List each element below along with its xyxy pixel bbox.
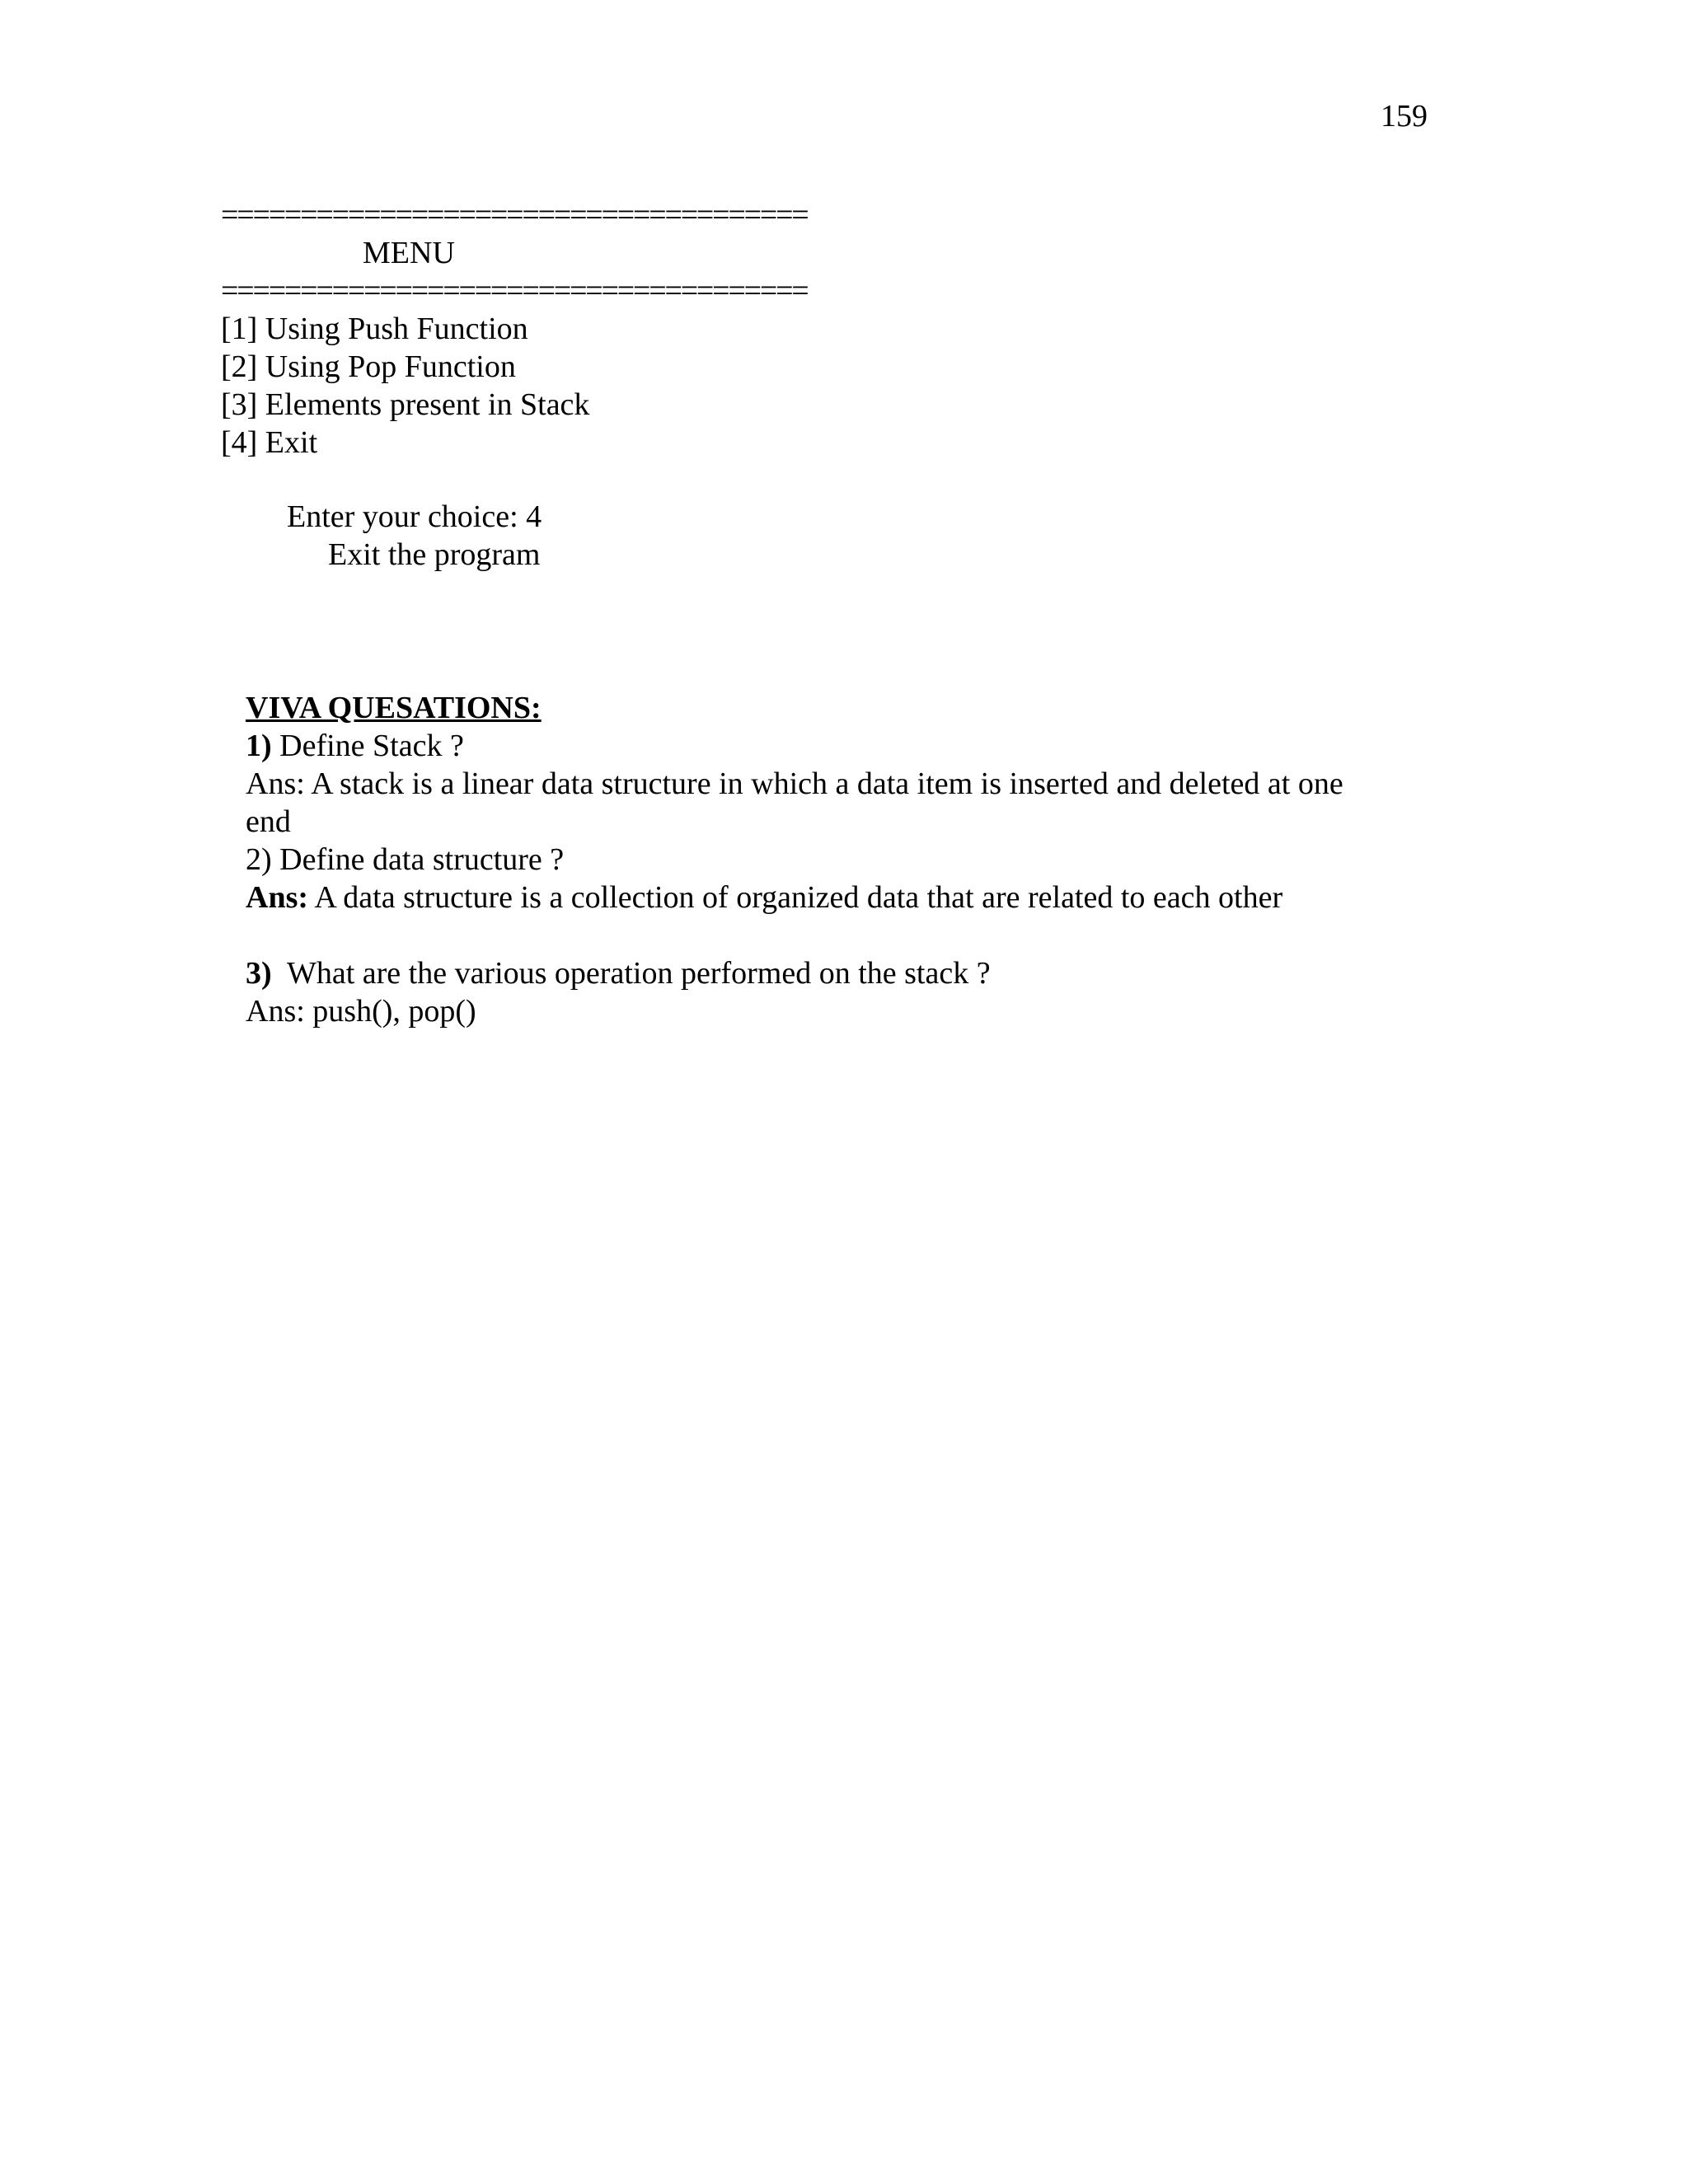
exit-message: Exit the program	[328, 537, 541, 572]
question-1	[246, 727, 1432, 765]
menu-item-push: [1] Using Push Function	[221, 312, 528, 346]
question-2: 2) Define data structure ?	[246, 842, 565, 877]
menu-rule-top: =====================================	[221, 198, 808, 232]
spacer	[246, 916, 1432, 954]
prompt-block	[287, 498, 542, 574]
question-3-text: What are the various operation performed on the stack ?	[271, 956, 991, 991]
answer-1-line-1: Ans: A stack is a linear data structure in which a data item is inserted and deleted at one	[246, 766, 1343, 801]
menu-block	[221, 196, 808, 462]
question-1-text: Define Stack ?	[271, 729, 464, 763]
page-number: 159	[1381, 99, 1428, 134]
answer-3: Ans: push(), pop()	[246, 994, 476, 1029]
choice-prompt: Enter your choice: 4	[287, 499, 542, 534]
viva-section	[246, 689, 1432, 1030]
question-3	[246, 954, 1432, 992]
answer-2-label: Ans:	[246, 880, 309, 915]
question-3-number: 3)	[246, 956, 272, 991]
answer-1-line-2: end	[246, 804, 291, 839]
menu-rule-bottom: =====================================	[221, 274, 808, 308]
answer-2	[246, 879, 1432, 916]
menu-item-pop: [2] Using Pop Function	[221, 349, 516, 384]
menu-items	[221, 310, 808, 462]
menu-item-elements: [3] Elements present in Stack	[221, 387, 590, 422]
menu-item-exit: [4] Exit	[221, 425, 318, 460]
question-1-number: 1)	[246, 729, 272, 763]
viva-heading: VIVA QUESATIONS:	[246, 691, 542, 725]
menu-title: MENU	[363, 236, 455, 270]
answer-2-text: A data structure is a collection of organized data that are related to each other	[308, 880, 1283, 915]
